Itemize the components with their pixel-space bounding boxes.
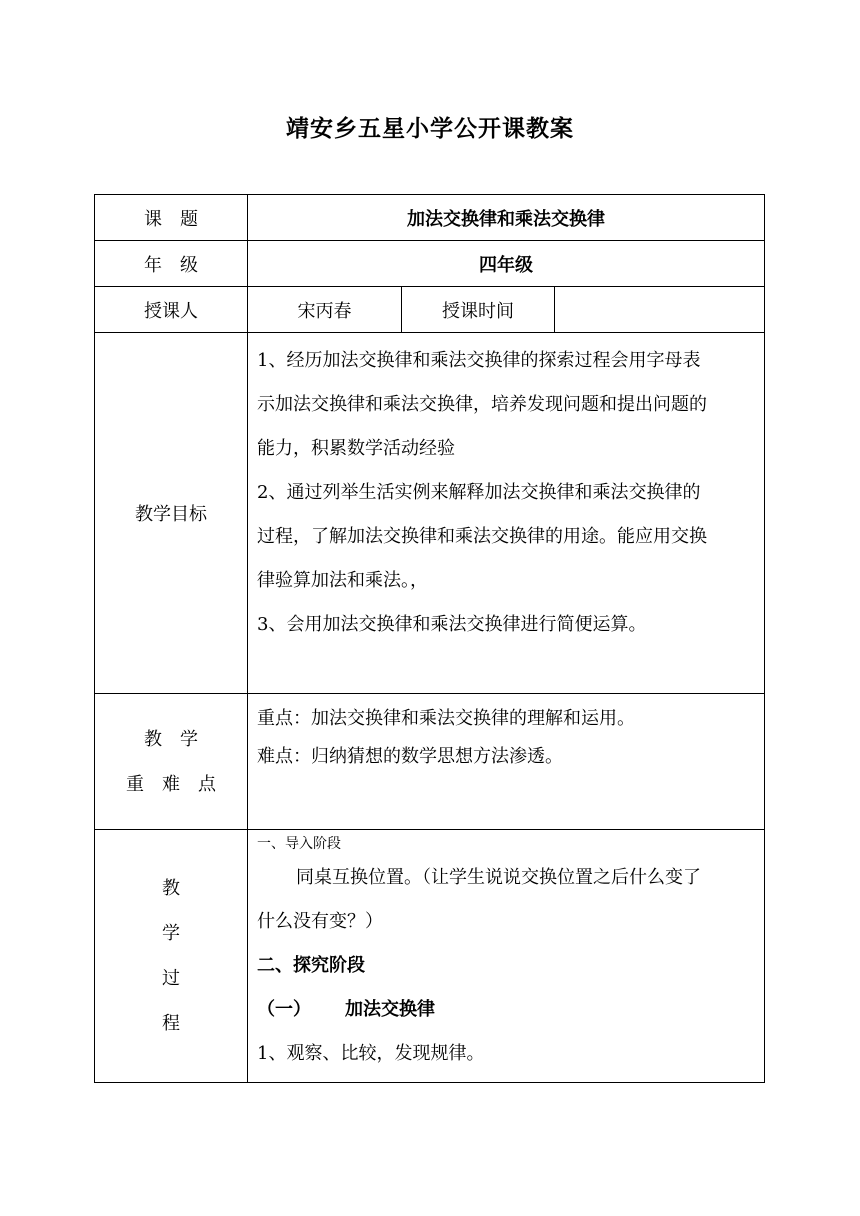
objective-line: 律验算加法和乘法。， — [257, 570, 428, 591]
lesson-plan-table — [94, 194, 765, 1083]
process-label-char: 过 — [162, 968, 180, 989]
class-time-value — [555, 287, 765, 333]
teacher-row — [95, 287, 765, 333]
keypoints-content — [248, 694, 765, 830]
sub-heading-number: （一） — [257, 999, 311, 1020]
objective-line: 示加法交换律和乘法交换律，培养发现问题和提出问题的 — [257, 394, 707, 415]
objective-line: 过程，了解加法交换律和乘法交换律的用途。能应用交换 — [257, 526, 707, 547]
sub-heading-title: 加法交换律 — [345, 999, 435, 1020]
grade-value: 四年级 — [248, 241, 765, 287]
topic-row — [95, 195, 765, 241]
topic-label: 课 题 — [95, 195, 248, 241]
difficulty-text: 难点：归纳猜想的数学思想方法渗透。 — [257, 746, 563, 767]
teacher-label: 授课人 — [95, 287, 248, 333]
grade-row — [95, 241, 765, 287]
process-label-char: 学 — [162, 923, 180, 944]
objectives-label: 教学目标 — [95, 333, 248, 694]
stage1-text-line2: 什么没有变？） — [257, 911, 383, 932]
page-title: 靖安乡五星小学公开课教案 — [286, 116, 574, 142]
objectives-row — [95, 333, 765, 694]
objective-line: 3、会用加法交换律和乘法交换律进行简便运算。 — [257, 614, 647, 635]
process-label — [95, 830, 248, 1083]
process-label-char: 程 — [162, 1013, 180, 1034]
sub-heading-addition — [257, 988, 756, 1032]
process-label-char: 教 — [162, 878, 180, 899]
keypoints-label — [95, 694, 248, 830]
keypoints-label-line2: 重 难 点 — [126, 773, 216, 795]
class-time-label: 授课时间 — [402, 287, 555, 333]
objective-line: 能力，积累数学活动经验 — [257, 438, 455, 459]
grade-label: 年 级 — [95, 241, 248, 287]
objective-line: 2、通过列举生活实例来解释加法交换律和乘法交换律的 — [257, 482, 701, 503]
objective-line: 1、经历加法交换律和乘法交换律的探索过程会用字母表 — [257, 350, 701, 371]
step1-text: 1、观察、比较，发现规律。 — [257, 1043, 485, 1064]
keypoints-label-line1: 教 学 — [144, 728, 198, 750]
teacher-name: 宋丙春 — [248, 287, 402, 333]
process-row — [95, 830, 765, 1083]
focus-text: 重点：加法交换律和乘法交换律的理解和运用。 — [257, 708, 635, 729]
objectives-content — [248, 333, 765, 694]
topic-value: 加法交换律和乘法交换律 — [248, 195, 765, 241]
keypoints-row — [95, 694, 765, 830]
stage1-text-line1: 同桌互换位置。（让学生说说交换位置之后什么变了 — [296, 867, 701, 888]
process-content — [248, 830, 765, 1083]
stage2-heading: 二、探究阶段 — [257, 955, 365, 976]
stage1-heading: 一、导入阶段 — [257, 836, 341, 852]
